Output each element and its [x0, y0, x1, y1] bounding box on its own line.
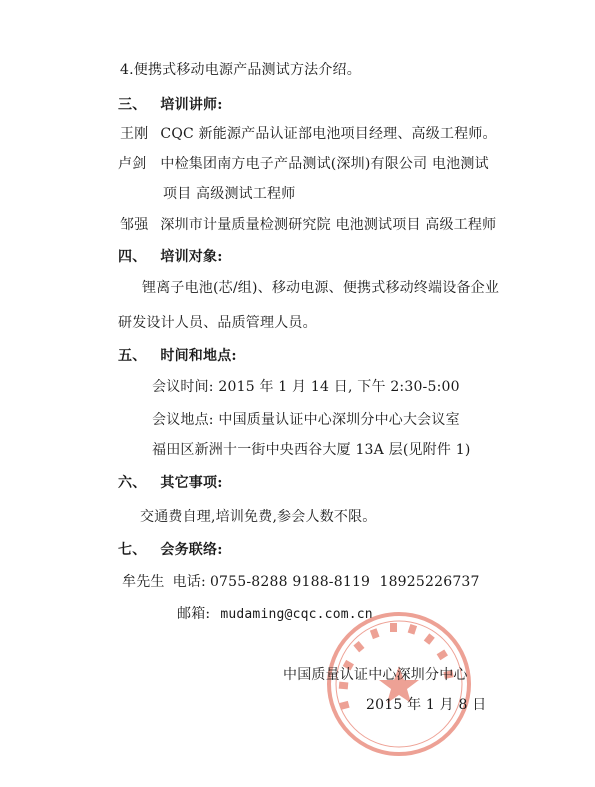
section-6-heading [118, 474, 223, 492]
section-7-number: 七、 [118, 542, 147, 558]
official-seal-icon [325, 610, 473, 758]
contact-name: 牟先生 [122, 574, 165, 590]
lecturer-3-name: 邹强 [120, 217, 149, 233]
audience-line-1: 锂离子电池(芯/组)、移动电源、便携式移动终端设备企业 [142, 280, 500, 296]
email-label: 邮箱: [177, 606, 211, 622]
section-3-title: 培训讲师: [160, 97, 223, 113]
lecturer-3 [120, 216, 496, 234]
section-6-number: 六、 [118, 475, 147, 491]
meeting-address: 福田区新洲十一街中央西谷大厦 13A 层(见附件 1) [152, 442, 471, 458]
lecturer-2 [118, 155, 489, 173]
signature-org: 中国质量认证中心深圳分中心 [283, 667, 468, 683]
lecturer-2-name: 卢剑 [118, 156, 147, 172]
meeting-place: 会议地点: 中国质量认证中心深圳分中心大会议室 [152, 412, 460, 428]
phone-label: 电话: [172, 574, 206, 590]
section-5-title: 时间和地点: [160, 348, 237, 364]
email-address: mudaming@cqc.com.cn [220, 607, 373, 622]
meeting-time: 会议时间: 2015 年 1 月 14 日, 下午 2:30-5:00 [152, 379, 460, 395]
section-4-heading [118, 248, 223, 266]
lecturer-2-desc-cont: 项目 高级测试工程师 [163, 186, 296, 202]
section-3-number: 三、 [118, 97, 147, 113]
section-3-heading [118, 96, 223, 114]
section-4-title: 培训对象: [160, 249, 223, 265]
contact-phone-line [122, 573, 480, 591]
section-5-heading [118, 347, 237, 365]
signature-date: 2015 年 1 月 8 日 [366, 697, 487, 713]
lecturer-1-desc: CQC 新能源产品认证部电池项目经理、高级工程师。 [160, 126, 497, 142]
other-notes: 交通费自理,培训免费,参会人数不限。 [140, 509, 377, 525]
lecturer-1-name: 王刚 [120, 126, 149, 142]
lecturer-3-desc: 深圳市计量质量检测研究院 电池测试项目 高级工程师 [160, 217, 497, 233]
item-4: 4.便携式移动电源产品测试方法介绍。 [120, 62, 361, 78]
section-5-number: 五、 [118, 348, 147, 364]
lecturer-2-desc: 中检集团南方电子产品测试(深圳)有限公司 电池测试 [160, 156, 489, 172]
audience-line-2: 研发设计人员、品质管理人员。 [118, 315, 317, 331]
section-6-title: 其它事项: [160, 475, 223, 491]
phone-number: 0755-8288 9188-8119 18925226737 [209, 574, 480, 590]
lecturer-1 [120, 125, 497, 143]
section-7-heading [118, 541, 223, 559]
section-4-number: 四、 [118, 249, 147, 265]
section-7-title: 会务联络: [160, 542, 223, 558]
